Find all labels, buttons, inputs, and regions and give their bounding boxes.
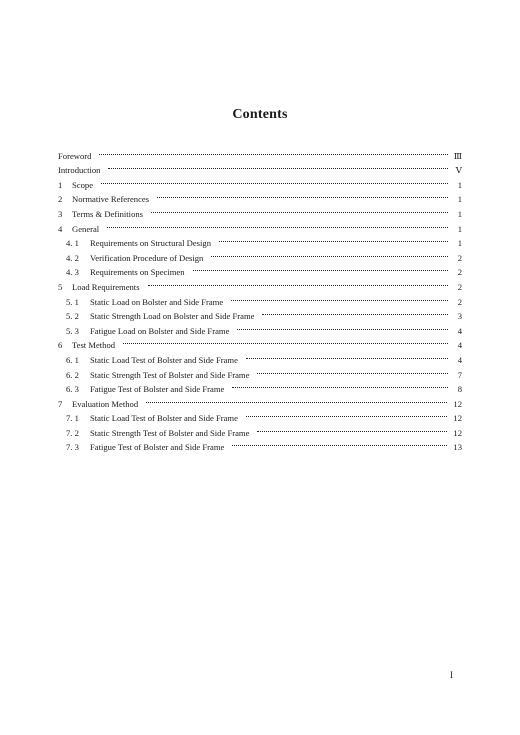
toc-entry-page: 4 bbox=[457, 354, 462, 365]
toc-entry-page: 7 bbox=[457, 369, 462, 380]
toc-entry-page: 1 bbox=[457, 208, 462, 219]
toc-entry-number: 5. 3 bbox=[66, 325, 79, 336]
dot-leader bbox=[257, 421, 447, 436]
dot-leader bbox=[232, 436, 447, 451]
toc-entry-number: 7. 3 bbox=[66, 442, 79, 453]
toc-entry-page: 1 bbox=[457, 194, 462, 205]
toc-entry-number: 4 bbox=[58, 223, 63, 234]
toc-entry-page: 1 bbox=[457, 238, 462, 249]
toc-entry-page: Ⅴ bbox=[455, 165, 462, 176]
toc-entry-title: Verification Procedure of Design bbox=[90, 252, 204, 263]
toc-entry-title: Static Strength Test of Bolster and Side Frame bbox=[90, 369, 250, 380]
dot-leader bbox=[246, 348, 448, 363]
toc-entry[interactable] bbox=[58, 159, 462, 174]
toc-entry-page: 4 bbox=[457, 340, 462, 351]
table-of-contents bbox=[58, 144, 462, 453]
toc-entry-page: 3 bbox=[457, 311, 462, 322]
dot-leader bbox=[108, 159, 448, 174]
toc-entry-title: Foreword bbox=[58, 150, 92, 161]
toc-entry-title: Terms & Definitions bbox=[72, 208, 144, 219]
toc-entry-number: 5 bbox=[58, 281, 63, 292]
toc-entry-number: 6. 2 bbox=[66, 369, 79, 380]
toc-entry-number: 4. 3 bbox=[66, 267, 79, 278]
dot-leader bbox=[237, 319, 448, 334]
dot-leader bbox=[262, 305, 448, 320]
toc-entry-page: 12 bbox=[453, 398, 462, 409]
toc-entry-title: Static Load on Bolster and Side Frame bbox=[90, 296, 224, 307]
dot-leader bbox=[231, 290, 448, 305]
toc-entry-title: Static Strength Load on Bolster and Side Frame bbox=[90, 311, 255, 322]
dot-leader bbox=[146, 392, 447, 407]
toc-entry-title: Requirements on Specimen bbox=[90, 267, 185, 278]
dot-leader bbox=[148, 275, 448, 290]
toc-entry-number: 5. 2 bbox=[66, 311, 79, 322]
toc-entry-page: 8 bbox=[457, 384, 462, 395]
toc-entry-title: Introduction bbox=[58, 165, 101, 176]
dot-leader bbox=[246, 407, 447, 422]
toc-entry-page: 4 bbox=[457, 325, 462, 336]
dot-leader bbox=[101, 173, 448, 188]
toc-entry-number: 1 bbox=[58, 179, 63, 190]
toc-entry-page: 2 bbox=[457, 281, 462, 292]
dot-leader bbox=[211, 246, 448, 261]
toc-entry-title: Normative References bbox=[72, 194, 150, 205]
dot-leader bbox=[232, 378, 448, 393]
toc-entry[interactable] bbox=[58, 173, 462, 188]
toc-entry-number: 4. 2 bbox=[66, 252, 79, 263]
toc-entry-title: Scope bbox=[72, 179, 94, 190]
toc-entry-number: 2 bbox=[58, 194, 63, 205]
toc-entry[interactable] bbox=[58, 188, 462, 203]
dot-leader bbox=[257, 363, 448, 378]
toc-entry-number: 7. 1 bbox=[66, 413, 79, 424]
toc-entry-page: 1 bbox=[457, 179, 462, 190]
dot-leader bbox=[193, 261, 448, 276]
toc-entry-page: 12 bbox=[453, 427, 462, 438]
toc-entry-page: 2 bbox=[457, 252, 462, 263]
toc-entry[interactable] bbox=[58, 217, 462, 232]
toc-entry-title: Fatigue Test of Bolster and Side Frame bbox=[90, 384, 225, 395]
toc-entry-title: Fatigue Load on Bolster and Side Frame bbox=[90, 325, 230, 336]
toc-entry-title: General bbox=[72, 223, 100, 234]
page-title: Contents bbox=[232, 107, 288, 122]
toc-entry-number: 6. 1 bbox=[66, 354, 79, 365]
toc-entry-title: Fatigue Test of Bolster and Side Frame bbox=[90, 442, 225, 453]
dot-leader bbox=[151, 202, 448, 217]
toc-entry-number: 4. 1 bbox=[66, 238, 79, 249]
toc-entry-page: Ⅲ bbox=[453, 150, 462, 161]
toc-entry-page: 1 bbox=[457, 223, 462, 234]
toc-entry[interactable] bbox=[58, 144, 462, 159]
toc-entry-number: 6. 3 bbox=[66, 384, 79, 395]
toc-entry-title: Load Requirements bbox=[72, 281, 140, 292]
toc-entry-page: 13 bbox=[453, 442, 462, 453]
toc-entry[interactable] bbox=[58, 348, 462, 363]
toc-entry[interactable] bbox=[58, 232, 462, 247]
dot-leader bbox=[99, 144, 447, 159]
toc-entry-title: Evaluation Method bbox=[72, 398, 139, 409]
dot-leader bbox=[107, 217, 448, 232]
dot-leader bbox=[157, 188, 448, 203]
toc-entry-page: 2 bbox=[457, 296, 462, 307]
toc-entry-number: 5. 1 bbox=[66, 296, 79, 307]
toc-entry-title: Requirements on Structural Design bbox=[90, 238, 212, 249]
dot-leader bbox=[123, 334, 448, 349]
toc-entry-page: 2 bbox=[457, 267, 462, 278]
toc-entry-title: Test Method bbox=[72, 340, 116, 351]
toc-entry-number: 7. 2 bbox=[66, 427, 79, 438]
toc-entry-number: 3 bbox=[58, 208, 63, 219]
footer-page-number: I bbox=[450, 670, 453, 680]
toc-entry-title: Static Strength Test of Bolster and Side Frame bbox=[90, 427, 250, 438]
toc-entry-number: 7 bbox=[58, 398, 63, 409]
dot-leader bbox=[219, 232, 448, 247]
toc-entry-page: 12 bbox=[453, 413, 462, 424]
toc-entry-title: Static Load Test of Bolster and Side Frame bbox=[90, 413, 238, 424]
toc-entry-title: Static Load Test of Bolster and Side Frame bbox=[90, 354, 238, 365]
toc-entry-number: 6 bbox=[58, 340, 63, 351]
